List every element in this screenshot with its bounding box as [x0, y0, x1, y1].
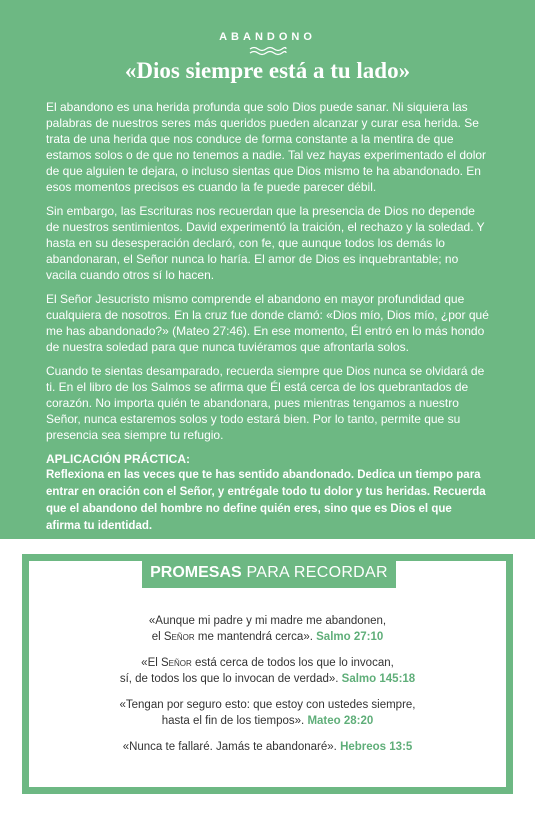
body-text: [46, 99, 489, 443]
section-kicker: ABANDONO: [219, 31, 316, 43]
promise-reference: Salmo 145:18: [341, 673, 416, 685]
application-heading: APLICACIÓN PRÁCTICA:: [46, 452, 190, 466]
page-title: «Dios siempre está a tu lado»: [124, 58, 411, 83]
paragraph-3: El Señor Jesucristo mismo comprende el abandono en mayor profundidad que cualquiera de nosotros. En la cruz fue donde clamó: «Dios mío, Dios mío, ¿por qué me has abandonado?» (Mateo 27:46). En ese momento, Él entró en lo más hondo de nuestra soledad para que nunca tuviéramos que afrontarla solos.: [46, 292, 489, 354]
promises-banner: [142, 558, 396, 588]
promises-box: [22, 554, 513, 794]
paragraph-1: El abandono es una herida profunda que solo Dios puede sanar. Ni siquiera las palabras de nuestros seres más queridos pueden alcanzar y curar esa herida. Se trata de una herida que nos conduce de forma constante a la mentira de que estamos solos o de que no tenemos a nadie. Tal vez hayas experimentado el dolor de que alguien te dejara, o incluso sientas que Dios mismo te ha abandonado. En esos momentos precisos es cuando la fe puede parecer débil.: [46, 100, 487, 194]
promise-line: «Nunca te fallaré. Jamás te abandonaré».: [122, 741, 337, 753]
promise-line: hasta el fin de los tiempos».: [161, 715, 305, 727]
promise-line: «Aunque mi padre y mi madre me abandonen,: [148, 615, 387, 627]
paragraph-4: Cuando te sientas desamparado, recuerda siempre que Dios nunca se olvidará de ti. En el libro de los Salmos se afirma que Él está cerca de los quebrantados de corazón. No importa quién te abandonara, pues mientras tengamos a nuestro Señor, nunca estaremos solos y todo estará bien. Por lo tanto, permite que su presencia sea siempre tu refugio.: [46, 364, 485, 442]
paragraph-2: Sin embargo, las Escrituras nos recuerdan que la presencia de Dios no depende de nuestros sentimientos. David experimentó la traición, el rechazo y la soledad. Y hasta en su desesperación declaró, con fe, que aunque todos los demás lo abandonaran, el Señor nunca lo haría. El amor de Dios es inquebrantable; no vacila cuando otros sí lo hacen.: [46, 204, 485, 282]
promise-item: [29, 613, 506, 645]
banner-strong: PROMESAS: [150, 564, 242, 581]
promise-line: «Tengan por seguro esto: que estoy con ustedes siempre,: [119, 699, 416, 711]
application-text: Reflexiona en las veces que te has sentido abandonado. Dedica un tiempo para entrar en oración con el Señor, y entrégale todo tu dolor y tus heridas. Recuerda que el abandono del hombre no define quién eres, sino que es Dios el que afirma tu identidad.: [46, 469, 486, 532]
promise-item: [29, 655, 506, 687]
promise-list: [29, 613, 506, 765]
promise-line: el: [151, 631, 164, 643]
promise-item: [29, 739, 506, 755]
promise-line: «El: [141, 657, 161, 669]
promise-line: sí, de todos los que lo invocan de verdad».: [119, 673, 339, 685]
banner-rest: PARA RECORDAR: [241, 564, 388, 581]
lord-smallcaps: Señor: [161, 657, 192, 669]
promise-reference: Hebreos 13:5: [340, 741, 413, 753]
wave-ornament-icon: [248, 46, 288, 56]
promise-reference: Salmo 27:10: [316, 631, 384, 643]
promise-reference: Mateo 28:20: [307, 715, 374, 727]
promise-item: [29, 697, 506, 729]
lord-smallcaps: Señor: [163, 631, 195, 643]
promise-line: está cerca de todos los que lo invocan,: [191, 657, 394, 669]
promise-line: me mantendrá cerca».: [194, 631, 313, 643]
